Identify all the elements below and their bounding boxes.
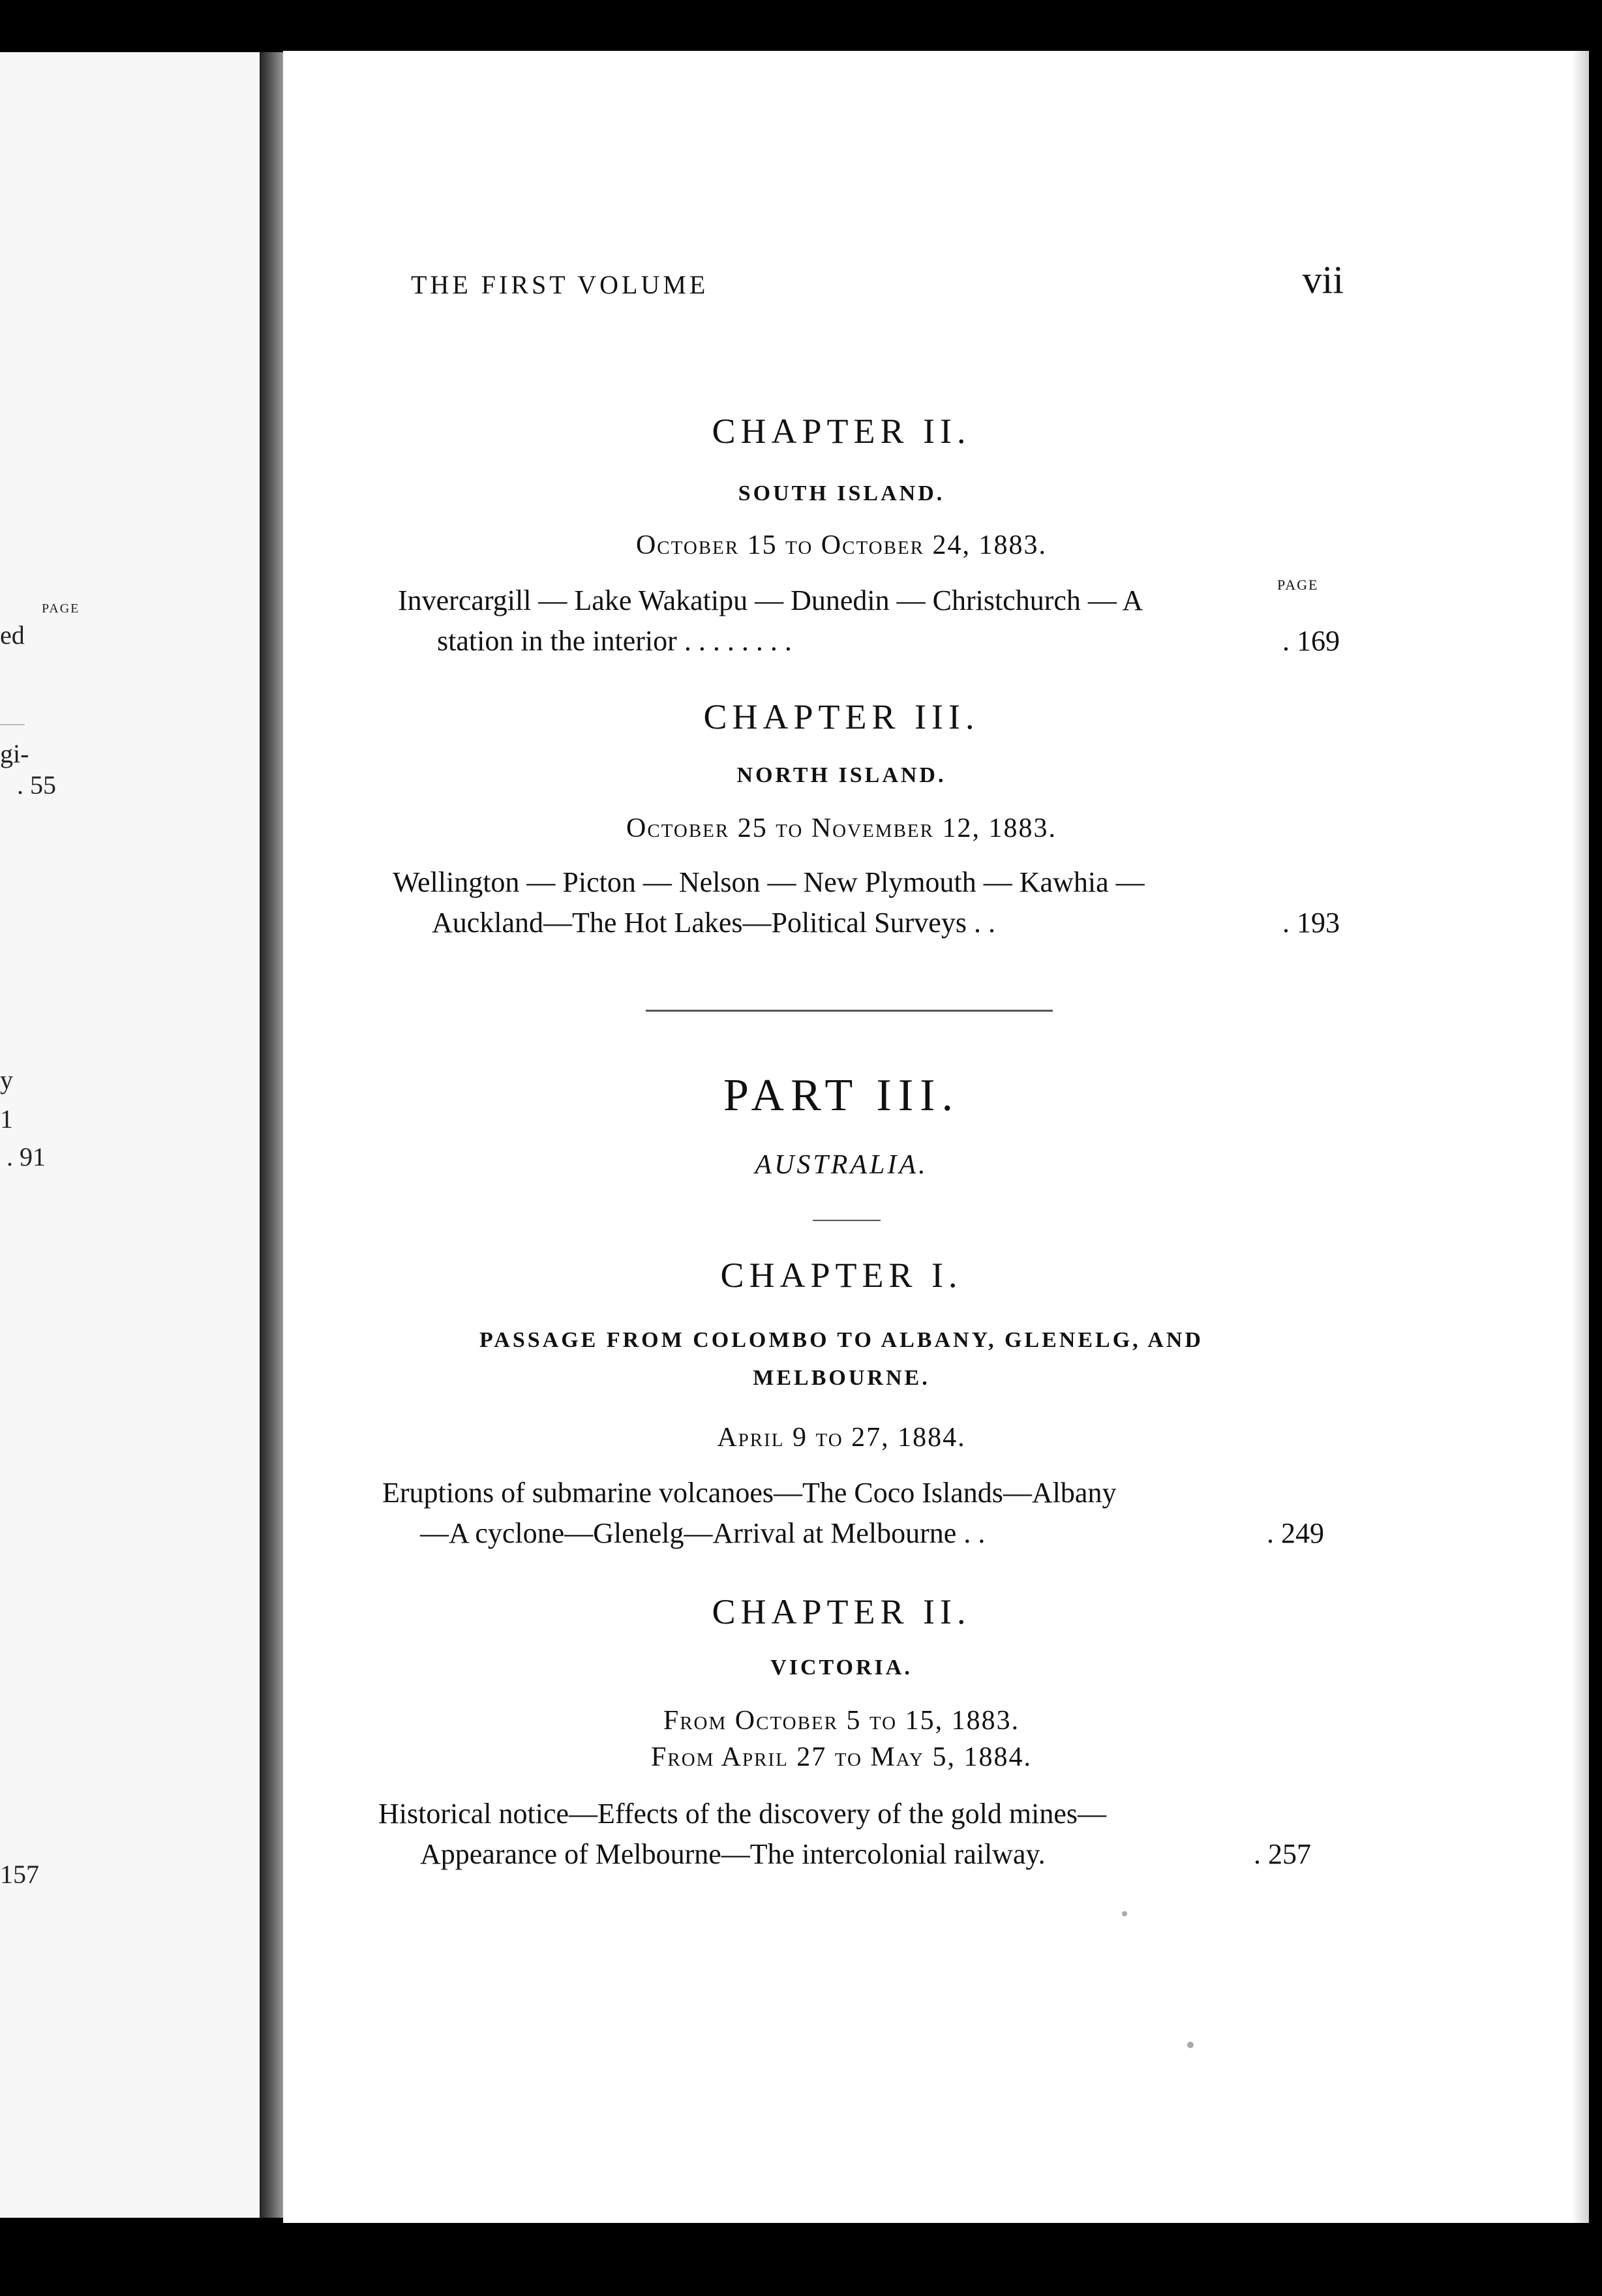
running-title: THE FIRST VOLUME (411, 270, 709, 299)
chapter-heading: CHAPTER II. (712, 1592, 971, 1631)
right-page (283, 51, 1589, 2223)
left-fragment: 157 (0, 1860, 39, 1889)
entry-line: Eruptions of submarine volcanoes—The Coco Islands—Albany (382, 1477, 1117, 1509)
left-fragment: ed (0, 620, 25, 650)
chapter-subheading: PASSAGE FROM COLOMBO TO ALBANY, GLENELG, AND (479, 1328, 1203, 1352)
toc-entry (378, 1794, 1318, 1879)
chapter-dates: From October 5 to 15, 1883. (663, 1706, 1020, 1736)
entry-line: Invercargill — Lake Wakatipu — Dunedin — Christchurch — A (398, 584, 1143, 616)
part-title: PART III. (723, 1070, 960, 1121)
entry-page-number: . 193 (1282, 907, 1340, 939)
page-edge (1572, 51, 1589, 2223)
entry-line: Historical notice—Effects of the discovery of the gold mines— (378, 1798, 1107, 1830)
chapter-subheading: MELBOURNE. (753, 1366, 930, 1390)
entry-page-number: . 249 (1267, 1517, 1324, 1549)
section-divider (646, 1010, 1053, 1012)
part-divider (813, 1220, 881, 1221)
toc-entry (365, 862, 1344, 947)
chapter-heading: CHAPTER III. (703, 697, 980, 736)
chapter-subheading: SOUTH ISLAND. (738, 481, 945, 506)
chapter-subheading: VICTORIA. (770, 1655, 913, 1680)
left-rule (0, 724, 25, 725)
chapter-subheading: NORTH ISLAND. (736, 763, 946, 787)
page-header (411, 258, 1344, 310)
entry-page-number: . 257 (1254, 1838, 1311, 1870)
left-fragment: 1 (0, 1104, 13, 1134)
page-number: vii (1302, 258, 1344, 301)
toc-entry (365, 581, 1344, 665)
left-fragment: . 91 (7, 1142, 46, 1171)
part-subtitle: AUSTRALIA. (755, 1150, 928, 1180)
left-page (0, 52, 261, 2218)
left-page-label: PAGE (42, 601, 80, 616)
entry-page-number: . 169 (1282, 625, 1340, 657)
chapter-dates: October 25 to November 12, 1883. (626, 813, 1057, 843)
left-fragment: y (0, 1065, 13, 1095)
book-gutter (260, 52, 283, 2218)
paper-speck (1122, 1911, 1127, 1916)
entry-line: Appearance of Melbourne—The intercolonial railway. (420, 1838, 1046, 1870)
entry-line: —A cyclone—Glenelg—Arrival at Melbourne . . (420, 1517, 986, 1549)
chapter-dates: From April 27 to May 5, 1884. (651, 1742, 1032, 1772)
toc-entry (378, 1473, 1331, 1558)
entry-line: Auckland—The Hot Lakes—Political Surveys . . (432, 907, 995, 939)
left-fragment: . 55 (17, 770, 56, 800)
left-fragment: gi- (0, 739, 29, 768)
page-column-label: PAGE (1277, 577, 1319, 593)
entry-line: Wellington — Picton — Nelson — New Plymouth — Kawhia — (393, 866, 1145, 898)
paper-speck (1187, 2042, 1194, 2048)
chapter-dates: October 15 to October 24, 1883. (635, 530, 1048, 560)
chapter-heading: CHAPTER I. (720, 1256, 963, 1295)
entry-line: station in the interior . . . . . . . . (437, 625, 792, 657)
chapter-dates: April 9 to 27, 1884. (717, 1423, 966, 1453)
chapter-heading: CHAPTER II. (712, 412, 971, 451)
